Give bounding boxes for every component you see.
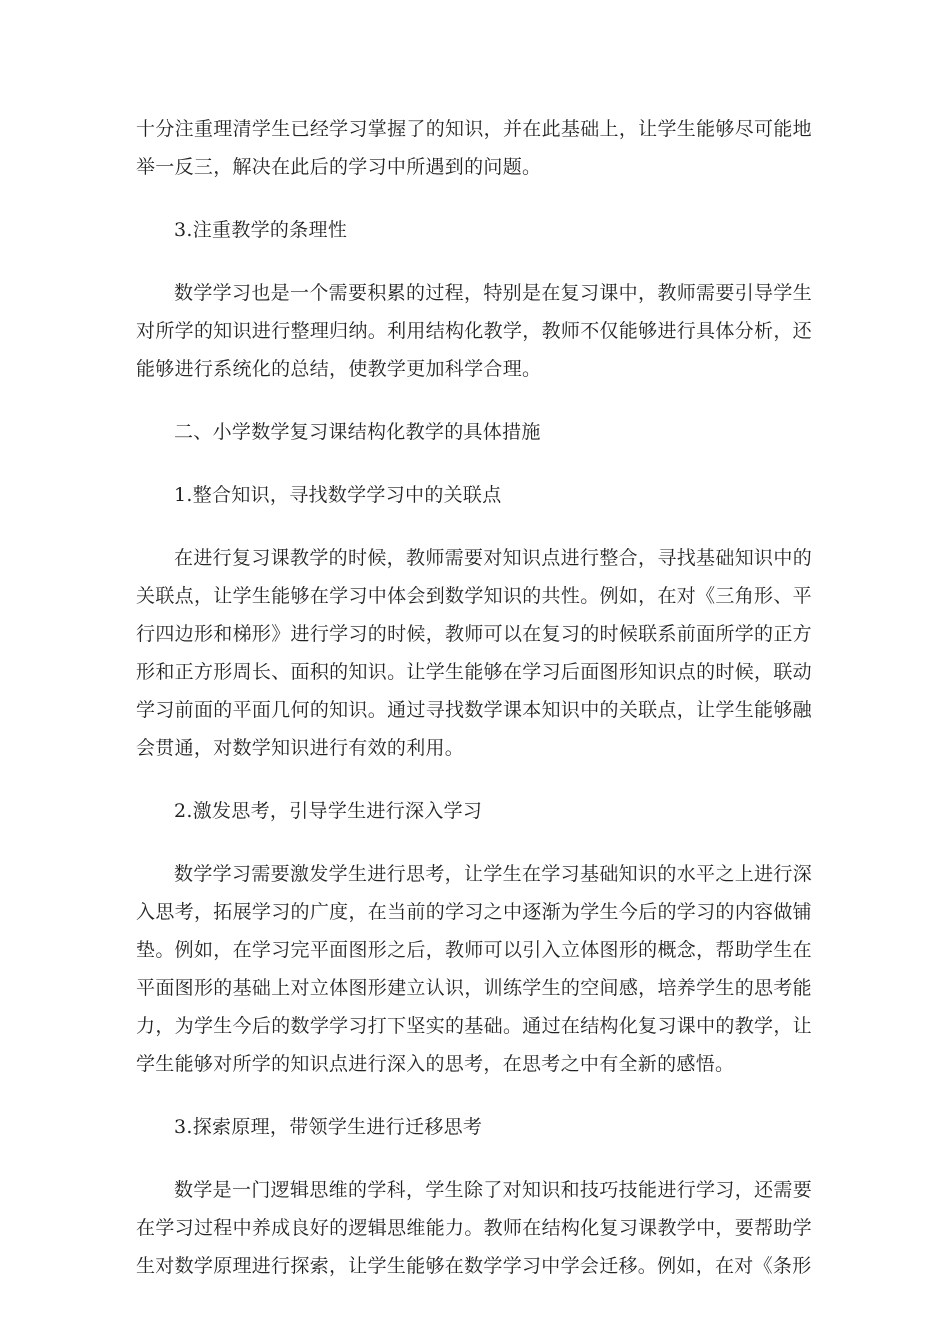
subheading-explore-principles: 3.探索原理，带领学生进行迁移思考 [174, 1116, 483, 1138]
paragraph-stimulate-thinking: 数学学习需要激发学生进行思考，让学生在学习基础知识的水平之上进行深入思考，拓展学习的广度，在当前的学习之中逐渐为学生今后的学习的内容做铺垫。例如，在学习完平面图形之后，教师可以引入立体图形的概念，帮助学生在平面图形的基础上对立体图形建立认识，训练学生的空间感，培养学生的思考能力，为学生今后的数学学习打下坚实的基础。通过在结构化复习课中的教学，让学生能够对所学的知识点进行深入的思考，在思考之中有全新的感悟。 [136, 863, 812, 1075]
paragraph-integrate-knowledge: 在进行复习课教学的时候，教师需要对知识点进行整合，寻找基础知识中的关联点，让学生能够在学习中体会到数学知识的共性。例如，在对《三角形、平行四边形和梯形》进行学习的时候，教师可以在复习的时候联系前面所学的正方形和正方形周长、面积的知识。让学生能够在学习后面图形知识点的时候，联动学习前面的平面几何的知识。通过寻找数学课本知识中的关联点，让学生能够融会贯通，对数学知识进行有效的利用。 [136, 547, 812, 759]
paragraph-organization: 数学学习也是一个需要积累的过程，特别是在复习课中，教师需要引导学生对所学的知识进行整理归纳。利用结构化教学，教师不仅能够进行具体分析，还能够进行系统化的总结，使教学更加科学合理。 [136, 282, 812, 380]
document-body [136, 110, 812, 1310]
subheading-organization: 3.注重教学的条理性 [174, 219, 348, 241]
paragraph-continuation: 十分注重理清学生已经学习掌握了的知识，并在此基础上，让学生能够尽可能地举一反三，解决在此后的学习中所遇到的问题。 [136, 118, 812, 178]
section-heading-measures: 二、小学数学复习课结构化教学的具体措施 [174, 421, 541, 443]
subheading-stimulate-thinking: 2.激发思考，引导学生进行深入学习 [174, 800, 483, 822]
paragraph-explore-principles: 数学是一门逻辑思维的学科，学生除了对知识和技巧技能进行学习，还需要在学习过程中养成良好的逻辑思维能力。教师在结构化复习课教学中，要帮助学生对数学原理进行探索，让学生能够在数学学习中学会迁移。例如，在对《条形 [136, 1179, 812, 1277]
subheading-integrate-knowledge: 1.整合知识，寻找数学学习中的关联点 [174, 484, 502, 506]
